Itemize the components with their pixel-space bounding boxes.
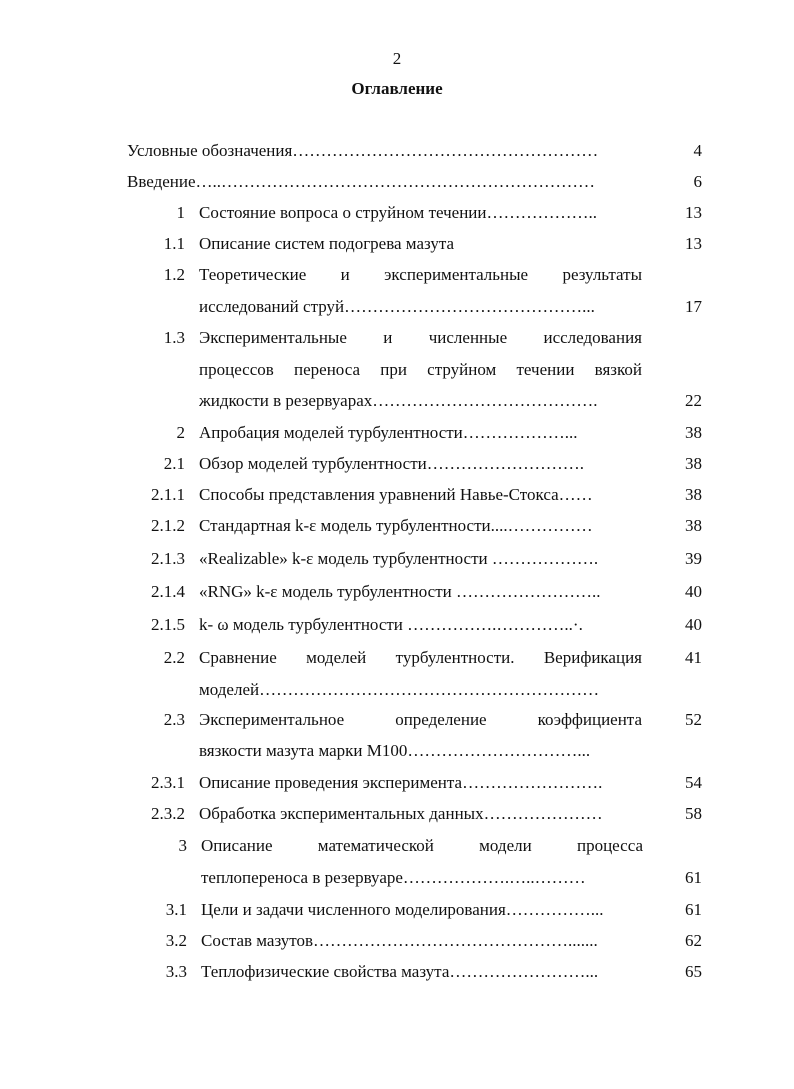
toc-entry-page: 41 [685, 648, 702, 667]
toc-entry-number: 2.3.2 [151, 804, 185, 823]
toc-entry-title: Теоретические и экспериментальные результаты [199, 265, 642, 284]
toc-entry-number: 2.1.4 [151, 582, 185, 601]
toc-entry-page: 17 [685, 297, 702, 316]
toc-entry-page: 40 [685, 615, 702, 634]
toc-entry-title: Сравнение моделей турбулентности. Верификация [199, 648, 642, 667]
toc-entry-page: 38 [685, 423, 702, 442]
toc-entry-title: Способы представления уравнений Навье-Стокса…… [199, 485, 593, 504]
toc-entry-page: 13 [685, 203, 702, 222]
toc-entry-page: 52 [685, 710, 702, 729]
toc-entry-title: Введение…..………………………………………………………… [127, 172, 596, 191]
toc-entry-number: 3.1 [165, 900, 187, 919]
toc-entry-number: 2.1.1 [151, 485, 185, 504]
toc-entry-number: 2.3.1 [151, 773, 185, 792]
toc-entry-title: «RNG» k-ε модель турбулентности …………………….. [199, 582, 601, 601]
toc-entry-page: 61 [685, 868, 702, 887]
toc-entry-title-continued: моделей…………………………………………………… [199, 680, 600, 699]
toc-entry-number: 2.3 [163, 710, 185, 729]
toc-entry-number: 3 [178, 836, 187, 855]
page-number: 2 [392, 49, 402, 68]
toc-entry-page: 40 [685, 582, 702, 601]
toc-entry-title: Состав мазутов………………………………………....... [201, 931, 598, 950]
toc-entry-page: 65 [685, 962, 702, 981]
toc-entry-title: Обзор моделей турбулентности………………………. [199, 454, 584, 473]
toc-entry-page: 39 [685, 549, 702, 568]
toc-entry-title: Условные обозначения……………………………………………… [127, 141, 599, 160]
page-title: Оглавление [351, 79, 443, 98]
toc-entry-number: 2.2 [163, 648, 185, 667]
toc-entry-number: 3.2 [165, 931, 187, 950]
toc-entry-title-continued: исследований струй……………………………………... [199, 297, 595, 316]
toc-entry-title: Описание систем подогрева мазута [199, 234, 455, 253]
toc-entry-title-continued: жидкости в резервуарах…………………………………. [199, 391, 598, 410]
toc-entry-number: 2 [176, 423, 185, 442]
toc-entry-title: «Realizable» k-ε модель турбулентности ………………. [199, 549, 599, 568]
toc-entry-number: 1.3 [163, 328, 185, 347]
toc-entry-page: 61 [685, 900, 702, 919]
toc-entry-page: 4 [693, 141, 702, 160]
toc-entry-title: Описание математической модели процесса [201, 836, 643, 855]
toc-entry-title: Описание проведения эксперимента……………………. [199, 773, 603, 792]
toc-entry-number: 2.1.3 [151, 549, 185, 568]
toc-entry-number: 2.1.5 [151, 615, 185, 634]
toc-entry-page: 38 [685, 485, 702, 504]
toc-entry-number: 1 [176, 203, 185, 222]
toc-entry-title: Стандартная k-ε модель турбулентности....…………… [199, 516, 593, 535]
toc-entry-number: 2.1 [163, 454, 185, 473]
toc-entry-title-continued: вязкости мазута марки М100…………………………... [199, 741, 591, 760]
toc-entry-page: 62 [685, 931, 702, 950]
toc-entry-page: 38 [685, 516, 702, 535]
toc-entry-title: Цели и задачи численного моделирования……………... [201, 900, 604, 919]
toc-entry-number: 3.3 [165, 962, 187, 981]
toc-entry-number: 2.1.2 [151, 516, 185, 535]
toc-entry-title: Состояние вопроса о струйном течении……………….. [199, 203, 598, 222]
toc-entry-page: 58 [685, 804, 702, 823]
toc-entry-title-continued: теплопереноса в резервуаре……………….…..……… [201, 868, 586, 887]
toc-entry-page: 38 [685, 454, 702, 473]
toc-entry-page: 22 [685, 391, 702, 410]
toc-entry-number: 1.1 [163, 234, 185, 253]
toc-entry-page: 6 [693, 172, 702, 191]
toc-entry-title: Экспериментальное определение коэффициента [199, 710, 642, 729]
toc-entry-number: 1.2 [163, 265, 185, 284]
toc-entry-page: 13 [685, 234, 702, 253]
toc-entry-title: Обработка экспериментальных данных………………… [199, 804, 603, 823]
toc-entry-page: 54 [685, 773, 702, 792]
toc-entry-title-continued: процессов переноса при струйном течении вязкой [199, 360, 642, 379]
toc-entry-title: Апробация моделей турбулентности………………... [199, 423, 578, 442]
toc-entry-title: Экспериментальные и численные исследования [199, 328, 642, 347]
toc-entry-title: k- ω модель турбулентности …………….…………..·. [199, 615, 583, 634]
toc-entry-title: Теплофизические свойства мазута……………………... [201, 962, 599, 981]
